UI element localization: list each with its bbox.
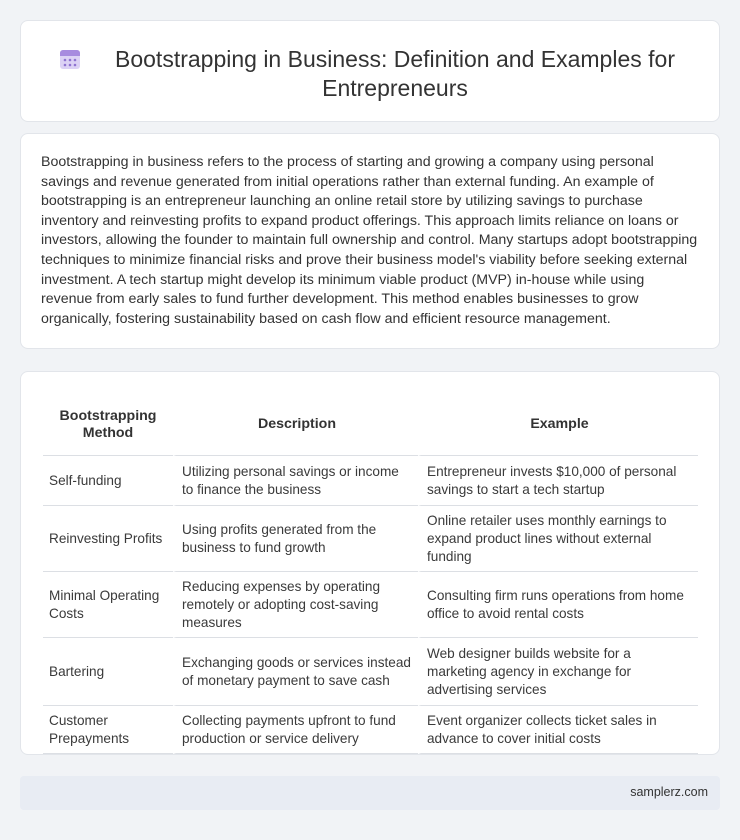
column-header-description: Description — [173, 394, 418, 456]
page-title-line1: Bootstrapping in Business: Definition and Examples for — [115, 46, 675, 72]
title-card — [20, 20, 720, 122]
table-row — [43, 706, 698, 754]
cell-method: Customer Prepayments — [43, 706, 173, 754]
footer-site-link[interactable]: samplerz.com — [630, 785, 708, 799]
intro-card — [20, 133, 720, 349]
table-row — [43, 506, 698, 572]
column-header-method: Bootstrapping Method — [43, 394, 173, 456]
table-row — [43, 456, 698, 506]
cell-description: Using profits generated from the business to fund growth — [173, 506, 418, 572]
cell-method: Reinvesting Profits — [43, 506, 173, 572]
cell-example: Online retailer uses monthly earnings to expand product lines without external funding — [418, 506, 698, 572]
bootstrapping-table — [43, 394, 698, 754]
page-title — [21, 45, 719, 103]
cell-method: Minimal Operating Costs — [43, 572, 173, 638]
table-header-row — [43, 394, 698, 456]
cell-description: Utilizing personal savings or income to finance the business — [173, 456, 418, 506]
cell-method: Self-funding — [43, 456, 173, 506]
cell-example: Web designer builds website for a marketing agency in exchange for advertising services — [418, 638, 698, 706]
table-row — [43, 572, 698, 638]
cell-example: Consulting firm runs operations from home office to avoid rental costs — [418, 572, 698, 638]
footer — [20, 776, 720, 810]
cell-example: Entrepreneur invests $10,000 of personal savings to start a tech startup — [418, 456, 698, 506]
table-card — [20, 371, 720, 755]
cell-example: Event organizer collects ticket sales in advance to cover initial costs — [418, 706, 698, 754]
page-title-line2: Entrepreneurs — [322, 75, 468, 101]
cell-description: Reducing expenses by operating remotely or adopting cost-saving measures — [173, 572, 418, 638]
cell-description: Exchanging goods or services instead of monetary payment to save cash — [173, 638, 418, 706]
table-row — [43, 638, 698, 706]
column-header-example: Example — [418, 394, 698, 456]
intro-paragraph: Bootstrapping in business refers to the process of starting and growing a company using personal savings and revenue generated from initial operations rather than external funding. An example of bootstrapping is an entrepreneur launching an online retail store by utilizing savings to purchase inventory and reinvesting profits to expand product offerings. This approach limits reliance on loans or investors, allowing the founder to maintain full ownership and control. Many startups adopt bootstrapping techniques to minimize financial risks and prove their business model's viability before seeking external investment. A tech startup might develop its minimum viable product (MVP) in-house while using revenue from early sales to fund further development. This method enables businesses to grow organically, fostering sustainability based on cash flow and efficient resource management. — [41, 154, 698, 327]
cell-method: Bartering — [43, 638, 173, 706]
cell-description: Collecting payments upfront to fund production or service delivery — [173, 706, 418, 754]
